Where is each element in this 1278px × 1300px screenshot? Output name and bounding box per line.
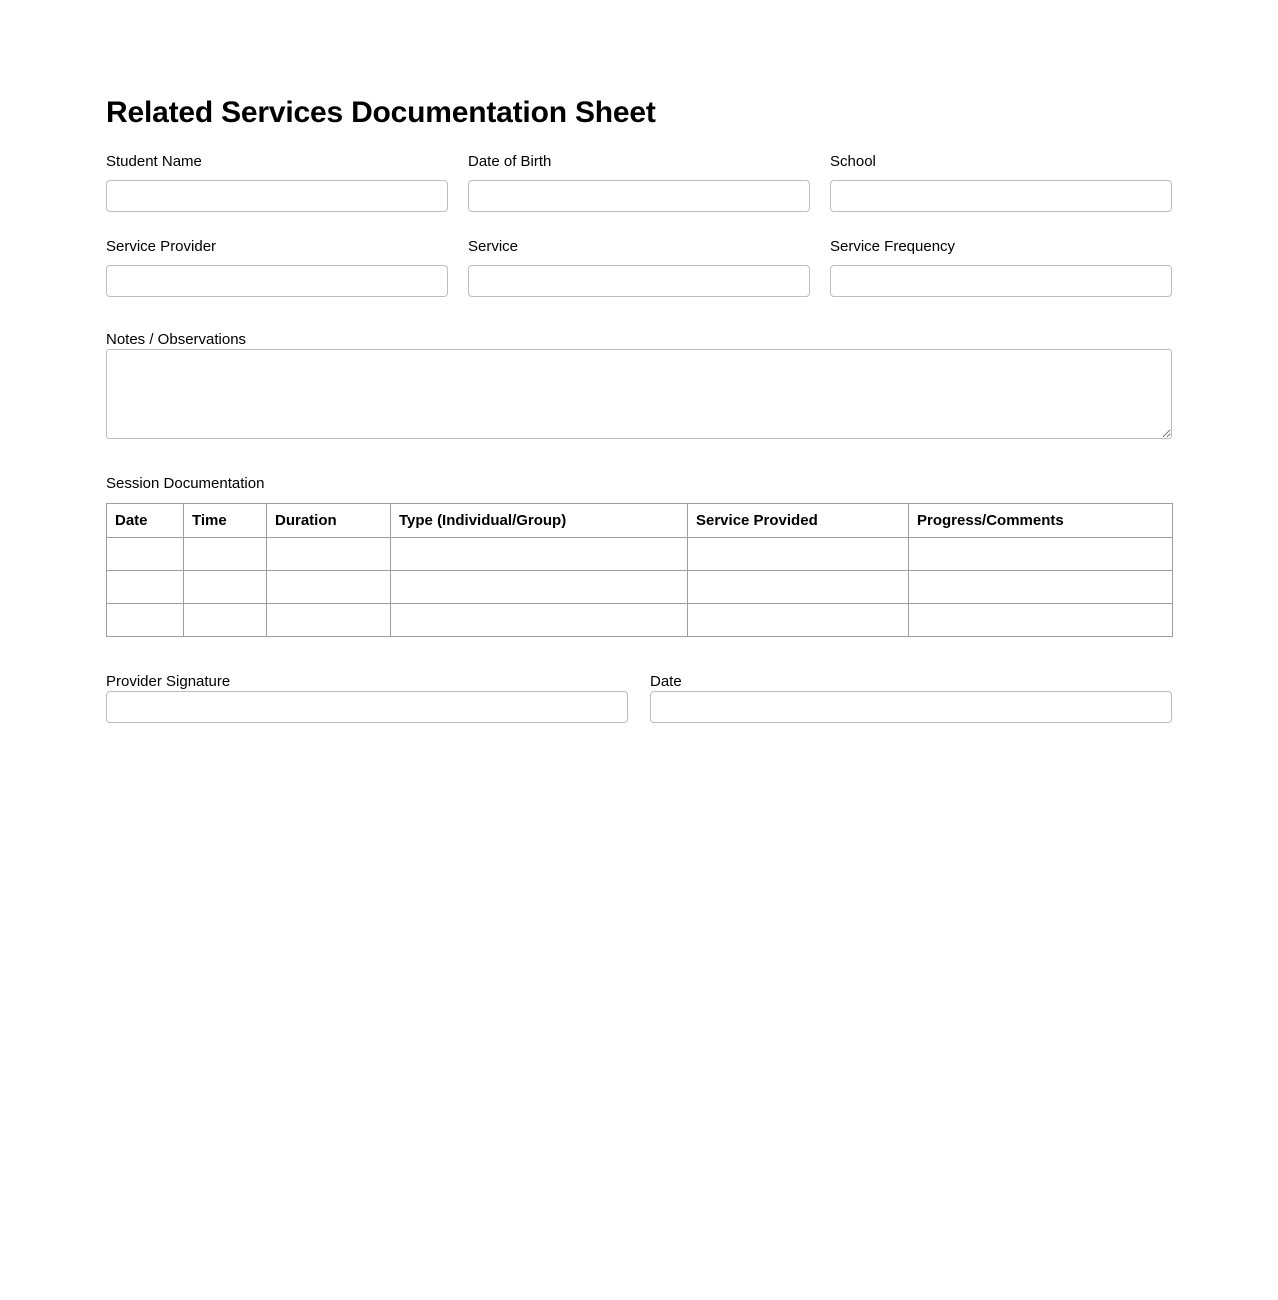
cell-date[interactable] (107, 570, 184, 603)
cell-duration[interactable] (267, 570, 391, 603)
service-input[interactable] (468, 265, 810, 297)
cell-progress-comments[interactable] (909, 570, 1173, 603)
session-documentation-table (106, 503, 1173, 637)
notes-observations-block (106, 331, 1172, 439)
service-info-row (106, 238, 1172, 297)
column-header-time: Time (184, 503, 267, 537)
column-header-progress-comments: Progress/Comments (909, 503, 1173, 537)
student-name-label: Student Name (106, 152, 202, 170)
cell-progress-comments[interactable] (909, 603, 1173, 636)
field-service-provider (106, 238, 448, 297)
cell-type[interactable] (391, 603, 688, 636)
signature-date-input[interactable] (650, 691, 1172, 723)
student-name-input[interactable] (106, 180, 448, 212)
cell-type[interactable] (391, 537, 688, 570)
notes-observations-textarea[interactable] (106, 349, 1172, 439)
student-info-row (106, 153, 1172, 212)
notes-observations-label: Notes / Observations (106, 330, 247, 348)
cell-date[interactable] (107, 603, 184, 636)
cell-service-provided[interactable] (688, 537, 909, 570)
date-of-birth-label: Date of Birth (468, 152, 552, 170)
column-header-duration: Duration (267, 503, 391, 537)
service-provider-label: Service Provider (106, 237, 217, 255)
table-header-row (107, 503, 1173, 537)
cell-time[interactable] (184, 537, 267, 570)
service-frequency-input[interactable] (830, 265, 1172, 297)
cell-progress-comments[interactable] (909, 537, 1173, 570)
field-signature-date (650, 673, 1172, 723)
session-documentation-block (106, 475, 1172, 637)
field-service (468, 238, 810, 297)
column-header-service-provided: Service Provided (688, 503, 909, 537)
session-documentation-label: Session Documentation (106, 474, 265, 492)
school-input[interactable] (830, 180, 1172, 212)
cell-type[interactable] (391, 570, 688, 603)
cell-date[interactable] (107, 537, 184, 570)
field-service-frequency (830, 238, 1172, 297)
provider-signature-input[interactable] (106, 691, 628, 723)
date-of-birth-input[interactable] (468, 180, 810, 212)
field-date-of-birth (468, 153, 810, 212)
cell-time[interactable] (184, 570, 267, 603)
table-row (107, 603, 1173, 636)
table-row (107, 570, 1173, 603)
page-title: Related Services Documentation Sheet (106, 96, 656, 129)
table-row (107, 537, 1173, 570)
column-header-date: Date (107, 503, 184, 537)
service-label: Service (468, 237, 519, 255)
cell-duration[interactable] (267, 537, 391, 570)
signature-date-label: Date (650, 672, 682, 690)
field-provider-signature (106, 673, 628, 723)
cell-service-provided[interactable] (688, 570, 909, 603)
school-label: School (830, 152, 876, 170)
cell-time[interactable] (184, 603, 267, 636)
field-school (830, 153, 1172, 212)
cell-duration[interactable] (267, 603, 391, 636)
column-header-type: Type (Individual/Group) (391, 503, 688, 537)
provider-signature-label: Provider Signature (106, 672, 231, 690)
service-provider-input[interactable] (106, 265, 448, 297)
service-frequency-label: Service Frequency (830, 237, 956, 255)
signature-row (106, 673, 1172, 723)
field-student-name (106, 153, 448, 212)
cell-service-provided[interactable] (688, 603, 909, 636)
